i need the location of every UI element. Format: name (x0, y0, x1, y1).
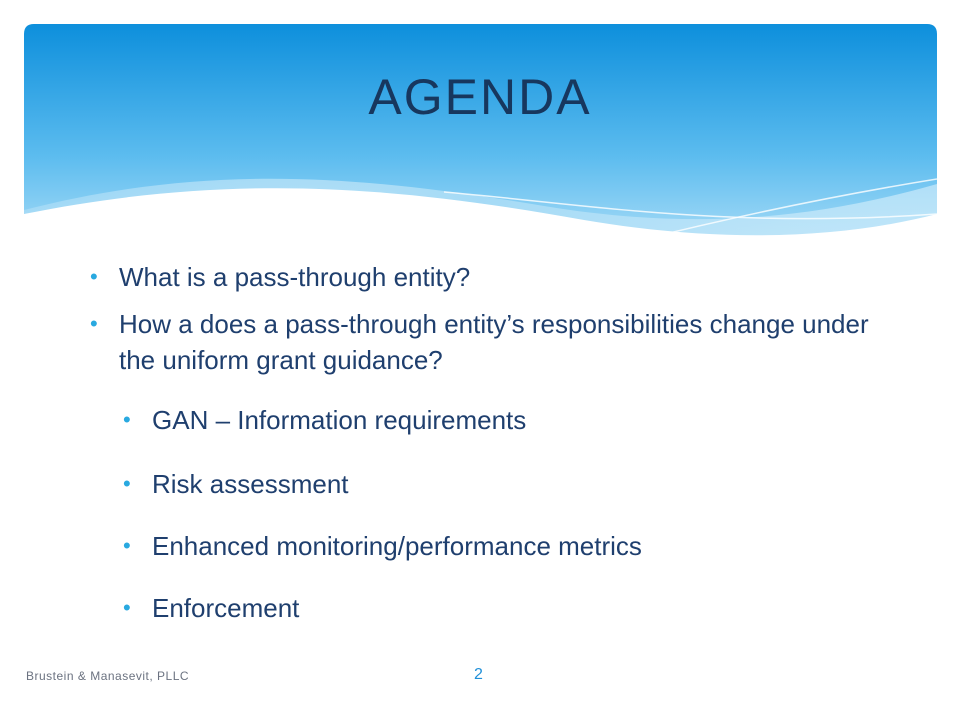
sub-bullet-item (123, 466, 852, 502)
sub-bullet-item (123, 590, 852, 626)
bullet-text: What is a pass-through entity? (119, 262, 471, 292)
sub-bullet-text: Enforcement (152, 593, 300, 623)
bullet-item (90, 259, 899, 295)
bullet-dot-icon: • (123, 533, 131, 558)
slide-title: AGENDA (368, 69, 592, 125)
bullet-text: How a does a pass-through entity’s responsibilities change under the uniform grant guidance? (119, 309, 869, 375)
sub-bullet-text: Enhanced monitoring/performance metrics (152, 531, 642, 561)
bullet-item (90, 306, 899, 378)
bullet-dot-icon: • (90, 264, 98, 289)
bullet-dot-icon: • (123, 407, 131, 432)
sub-bullet-text: GAN – Information requirements (152, 405, 527, 435)
bullet-dot-icon: • (90, 311, 98, 336)
sub-bullet-text: Risk assessment (152, 469, 349, 499)
page-number: 2 (474, 666, 483, 683)
header-wave-band (24, 24, 937, 264)
footer-firm-name: Brustein & Manasevit, PLLC (26, 669, 190, 683)
sub-bullet-item (123, 402, 852, 438)
bullet-dot-icon: • (123, 595, 131, 620)
bullet-dot-icon: • (123, 471, 131, 496)
sub-bullet-item (123, 528, 852, 564)
